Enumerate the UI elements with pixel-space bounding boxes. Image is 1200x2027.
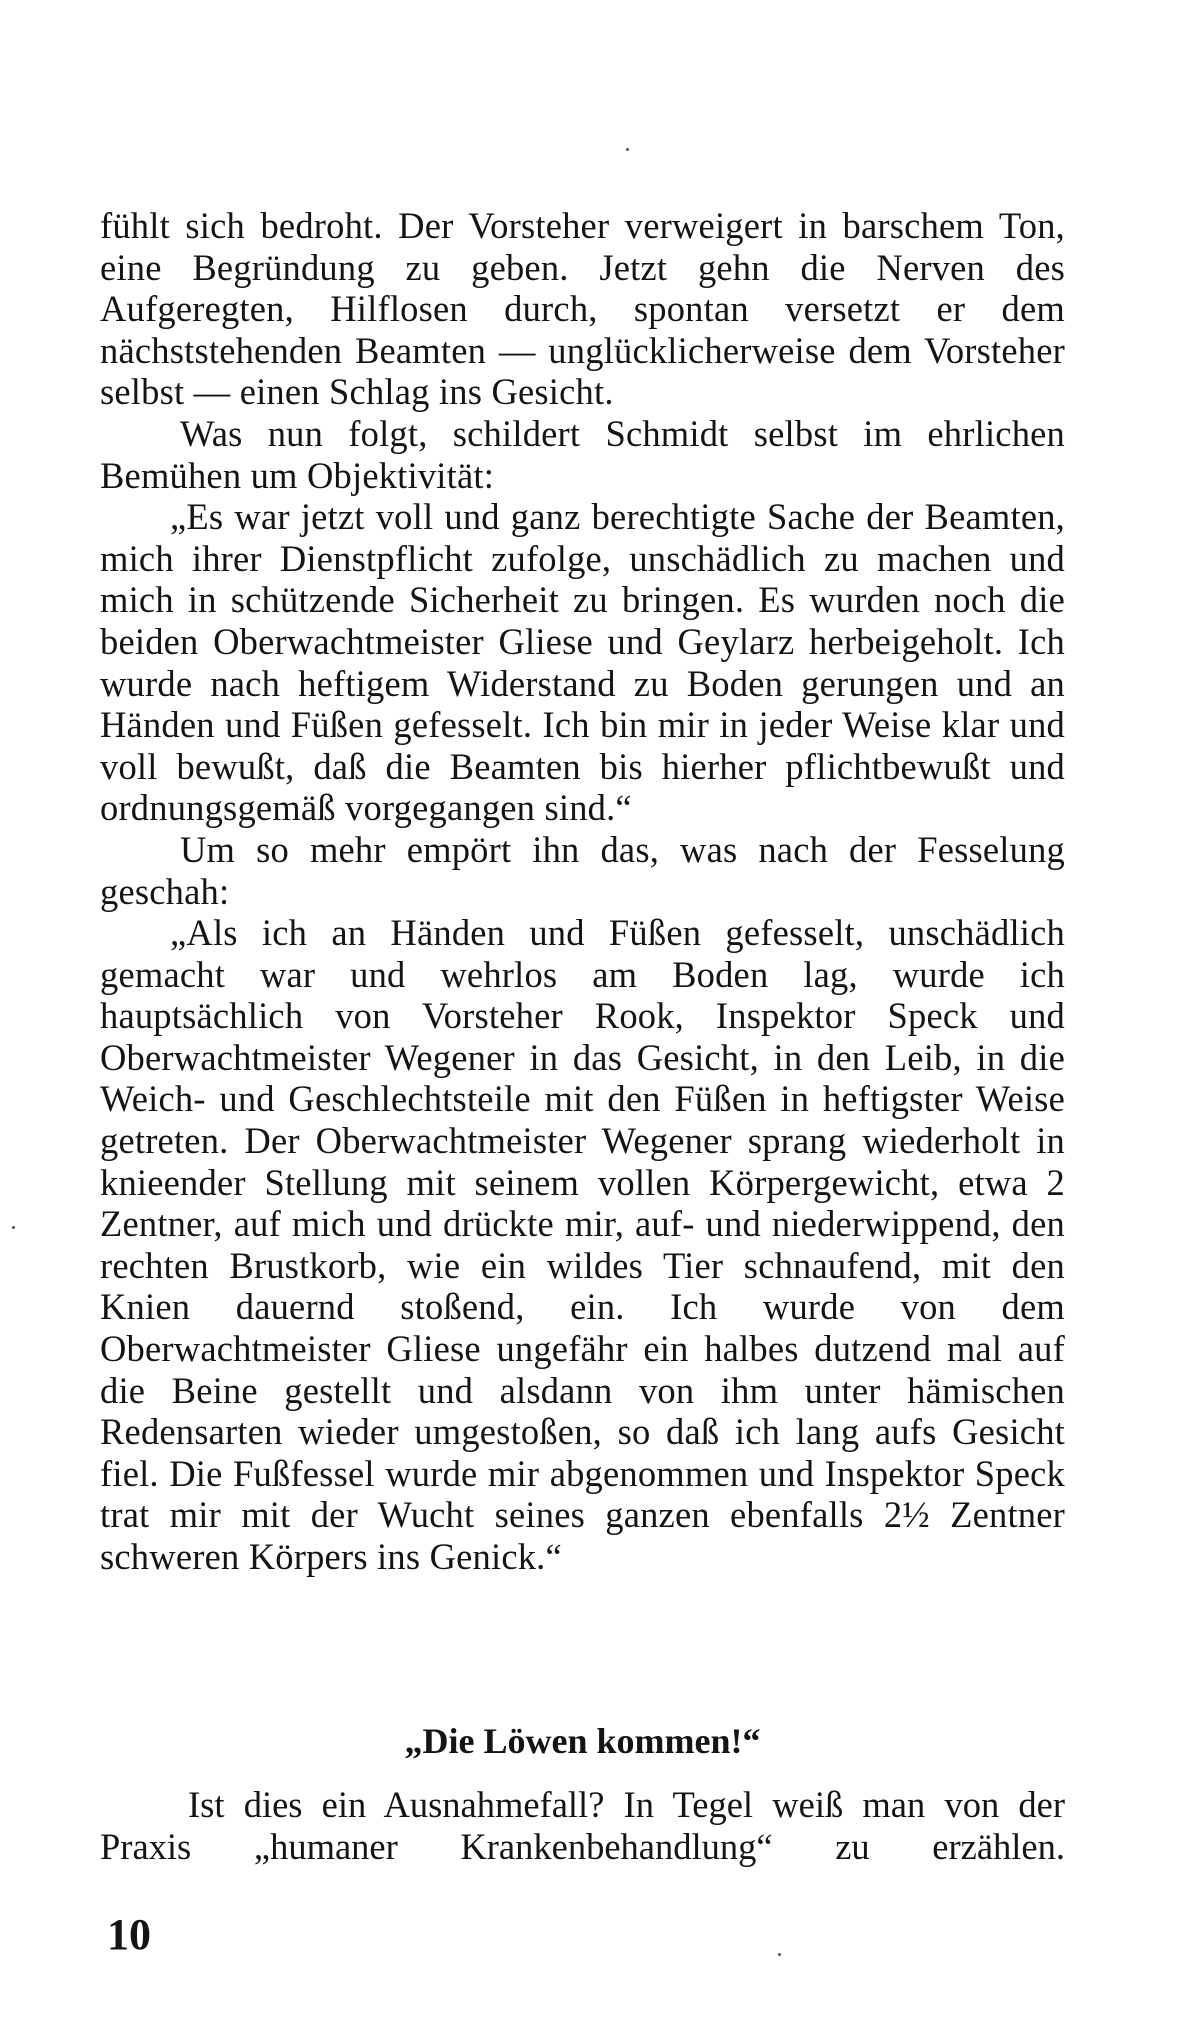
paragraph-schmidt-intro: Was nun folgt, schildert Schmidt selbst im ehrlichen Bemühen um Objektivität: — [100, 412, 1065, 496]
print-speck — [626, 148, 629, 151]
paragraph-continuation: fühlt sich bedroht. Der Vorsteher verweigert in barschem Ton, eine Begründung zu geben. Jetzt gehn die Nerven des Aufgeregten, Hilflosen durch, spontan versetzt er dem nächststehenden Beamten — unglücklicherweise dem Vorsteher selbst — einen Schlag ins Gesicht. — [100, 205, 1065, 413]
quote-second: „Als ich an Händen und Füßen gefesselt, unschädlich gemacht war und wehrlos am Boden lag, wurde ich hauptsächlich von Vorsteher Rook, Inspektor Speck und Oberwachtmeister Wegener in das Gesicht, in den Leib, in die Weich- und Geschlechtsteile mit den Füßen in heftigster Weise getreten. Der Oberwachtmeister Wegener sprang wiederholt in knieender Stellung mit seinem vollen Körpergewicht, etwa 2 Zentner, auf mich und drückte mir, auf- und niederwippend, den rechten Brustkorb, wie ein wildes Tier schnaufend, mit den Knien dauernd stoßend, ein. Ich wurde von dem Oberwachtmeister Gliese ungefähr ein halbes dutzend mal auf die Beine gestellt und alsdann von ihm unter hämischen Redensarten wieder umgestoßen, so daß ich lang aufs Gesicht fiel. Die Fußfessel wurde mir abgenommen und Inspektor Speck trat mir mit der Wucht seines ganzen ebenfalls 2½ Zentner schweren Körpers ins Genick.“ — [100, 912, 1065, 1577]
section-heading: „Die Löwen kommen!“ — [404, 1721, 761, 1761]
paragraph-tegel: Ist dies ein Ausnahmefall? In Tegel weiß man von der Praxis „humaner Krankenbehandlung“ zu erzählen. — [100, 1784, 1065, 1867]
body-text — [100, 205, 1065, 1578]
print-speck — [778, 1953, 781, 1956]
page-number: 10 — [107, 1910, 151, 1959]
tail-text — [100, 1784, 1065, 1867]
print-speck — [12, 1226, 15, 1229]
paragraph-empoert: Um so mehr empört ihn das, was nach der Fesselung geschah: — [100, 828, 1065, 912]
quote-first: „Es war jetzt voll und ganz berechtigte Sache der Beamten, mich ihrer Dienstpflicht zufolge, unschädlich zu machen und mich in schützende Sicherheit zu bringen. Es wurden noch die beiden Oberwachtmeister Gliese und Geylarz herbeigeholt. Ich wurde nach heftigem Widerstand zu Boden gerungen und an Händen und Füßen gefesselt. Ich bin mir in jeder Weise klar und voll bewußt, daß die Beamten bis hierher pflichtbewußt und ordnungsgemäß vorgegangen sind.“ — [100, 496, 1065, 829]
